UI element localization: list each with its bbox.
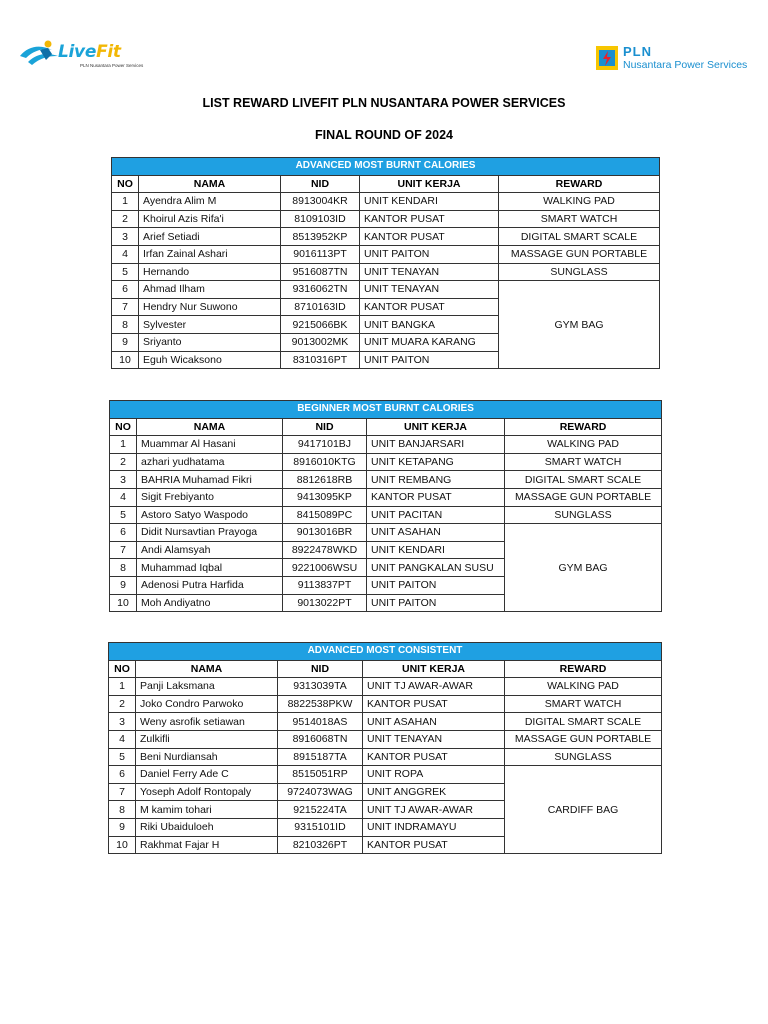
column-header-nid: NID (278, 660, 363, 678)
table-row (110, 488, 662, 506)
column-header-row (110, 418, 662, 436)
cell-nama: Astoro Satyo Waspodo (137, 506, 283, 524)
cell-nama: azhari yudhatama (137, 453, 283, 471)
cell-unit-kerja: UNIT PAITON (367, 576, 505, 594)
column-header-nid: NID (281, 175, 360, 193)
cell-nid: 9315101ID (278, 818, 363, 836)
cell-nama: Adenosi Putra Harfida (137, 576, 283, 594)
column-header-no: NO (110, 418, 137, 436)
cell-unit-kerja: UNIT TJ AWAR-AWAR (363, 678, 505, 696)
cell-no: 6 (112, 281, 139, 299)
column-header-nid: NID (283, 418, 367, 436)
cell-no: 1 (109, 678, 136, 696)
cell-reward: DIGITAL SMART SCALE (499, 228, 660, 246)
reward-table-advanced-consistent (108, 642, 662, 854)
table-row (112, 281, 660, 299)
cell-nama: Arief Setiadi (139, 228, 281, 246)
cell-nid: 9514018AS (278, 713, 363, 731)
cell-nid: 8310316PT (281, 351, 360, 369)
cell-nid: 9724073WAG (278, 783, 363, 801)
cell-unit-kerja: KANTOR PUSAT (360, 210, 499, 228)
cell-nama: Sigit Frebiyanto (137, 488, 283, 506)
cell-reward: MASSAGE GUN PORTABLE (505, 488, 662, 506)
page-title: LIST REWARD LIVEFIT PLN NUSANTARA POWER SERVICES (202, 96, 566, 110)
cell-reward: WALKING PAD (505, 436, 662, 454)
cell-no: 7 (109, 783, 136, 801)
table-row (110, 506, 662, 524)
cell-nid: 9215066BK (281, 316, 360, 334)
cell-nid: 8415089PC (283, 506, 367, 524)
cell-nama: Daniel Ferry Ade C (136, 766, 278, 784)
cell-no: 1 (110, 436, 137, 454)
cell-nid: 8109103ID (281, 210, 360, 228)
cell-unit-kerja: KANTOR PUSAT (360, 298, 499, 316)
cell-no: 3 (112, 228, 139, 246)
cell-unit-kerja: UNIT TJ AWAR-AWAR (363, 801, 505, 819)
cell-reward: SMART WATCH (499, 210, 660, 228)
cell-unit-kerja: UNIT MUARA KARANG (360, 333, 499, 351)
cell-nid: 8710163ID (281, 298, 360, 316)
livefit-logo (18, 38, 144, 72)
cell-nama: Muammar Al Hasani (137, 436, 283, 454)
cell-nid: 9417101BJ (283, 436, 367, 454)
cell-unit-kerja: UNIT BANGKA (360, 316, 499, 334)
cell-reward: MASSAGE GUN PORTABLE (499, 245, 660, 263)
cell-nid: 9313039TA (278, 678, 363, 696)
cell-unit-kerja: UNIT KETAPANG (367, 453, 505, 471)
cell-unit-kerja: UNIT TENAYAN (360, 263, 499, 281)
cell-reward: WALKING PAD (499, 193, 660, 211)
cell-nid: 9113837PT (283, 576, 367, 594)
cell-nid: 9516087TN (281, 263, 360, 281)
table-row (110, 471, 662, 489)
cell-unit-kerja: KANTOR PUSAT (360, 228, 499, 246)
cell-nid: 8515051RP (278, 766, 363, 784)
table-row (109, 766, 662, 784)
cell-nid: 9221006WSU (283, 559, 367, 577)
cell-nama: Weny asrofik setiawan (136, 713, 278, 731)
cell-nid: 9013022PT (283, 594, 367, 612)
cell-unit-kerja: KANTOR PUSAT (363, 836, 505, 854)
column-header-unit: UNIT KERJA (367, 418, 505, 436)
cell-no: 8 (110, 559, 137, 577)
cell-nama: M kamim tohari (136, 801, 278, 819)
cell-nama: Khoirul Azis Rifa'i (139, 210, 281, 228)
cell-nid: 9013016BR (283, 524, 367, 542)
cell-nama: Irfan Zainal Ashari (139, 245, 281, 263)
pln-brand: PLN (623, 44, 652, 59)
cell-nama: Panji Laksmana (136, 678, 278, 696)
cell-no: 8 (112, 316, 139, 334)
cell-nid: 9215224TA (278, 801, 363, 819)
cell-nama: Hernando (139, 263, 281, 281)
cell-reward: SMART WATCH (505, 453, 662, 471)
cell-unit-kerja: UNIT TENAYAN (363, 730, 505, 748)
cell-unit-kerja: UNIT ROPA (363, 766, 505, 784)
cell-no: 8 (109, 801, 136, 819)
cell-nid: 8916010KTG (283, 453, 367, 471)
table-row (110, 436, 662, 454)
cell-no: 9 (110, 576, 137, 594)
cell-unit-kerja: KANTOR PUSAT (367, 488, 505, 506)
column-header-reward: REWARD (505, 418, 662, 436)
table-row (109, 713, 662, 731)
table-row (109, 748, 662, 766)
cell-no: 1 (112, 193, 139, 211)
pln-logo (596, 44, 756, 72)
cell-unit-kerja: UNIT REMBANG (367, 471, 505, 489)
cell-nama: Ahmad Ilham (139, 281, 281, 299)
cell-reward: CARDIFF BAG (505, 766, 662, 854)
section-title: BEGINNER MOST BURNT CALORIES (110, 401, 662, 419)
pln-subtitle: Nusantara Power Services (623, 59, 748, 71)
cell-nama: Muhammad Iqbal (137, 559, 283, 577)
cell-unit-kerja: KANTOR PUSAT (363, 695, 505, 713)
table-row (112, 228, 660, 246)
cell-no: 5 (112, 263, 139, 281)
cell-nama: Sriyanto (139, 333, 281, 351)
table-row (109, 730, 662, 748)
livefit-subtitle: PLN Nusantara Power Services (80, 63, 144, 68)
column-header-nama: NAMA (137, 418, 283, 436)
runner-logo-icon (18, 38, 62, 68)
cell-nid: 8915187TA (278, 748, 363, 766)
column-header-no: NO (109, 660, 136, 678)
cell-nid: 9016113PT (281, 245, 360, 263)
cell-unit-kerja: UNIT TENAYAN (360, 281, 499, 299)
cell-nid: 8210326PT (278, 836, 363, 854)
cell-nama: Rakhmat Fajar H (136, 836, 278, 854)
cell-no: 2 (112, 210, 139, 228)
cell-nid: 8913004KR (281, 193, 360, 211)
cell-no: 5 (110, 506, 137, 524)
cell-no: 10 (109, 836, 136, 854)
cell-unit-kerja: UNIT PACITAN (367, 506, 505, 524)
lightning-logo-icon (596, 46, 618, 70)
cell-no: 4 (112, 245, 139, 263)
cell-no: 6 (109, 766, 136, 784)
cell-unit-kerja: UNIT PAITON (360, 351, 499, 369)
cell-no: 3 (110, 471, 137, 489)
table-row (112, 263, 660, 281)
cell-no: 4 (109, 730, 136, 748)
cell-reward: GYM BAG (505, 524, 662, 612)
column-header-reward: REWARD (505, 660, 662, 678)
cell-nama: Beni Nurdiansah (136, 748, 278, 766)
cell-unit-kerja: UNIT PANGKALAN SUSU (367, 559, 505, 577)
cell-no: 2 (110, 453, 137, 471)
cell-no: 5 (109, 748, 136, 766)
cell-nid: 9413095KP (283, 488, 367, 506)
cell-reward: DIGITAL SMART SCALE (505, 713, 662, 731)
cell-no: 9 (112, 333, 139, 351)
column-header-reward: REWARD (499, 175, 660, 193)
cell-nama: Didit Nursavtian Prayoga (137, 524, 283, 542)
cell-reward: SUNGLASS (505, 748, 662, 766)
cell-nid: 9316062TN (281, 281, 360, 299)
cell-nama: Joko Condro Parwoko (136, 695, 278, 713)
cell-nid: 8812618RB (283, 471, 367, 489)
table-row (110, 524, 662, 542)
column-header-no: NO (112, 175, 139, 193)
cell-nama: Moh Andiyatno (137, 594, 283, 612)
cell-reward: SUNGLASS (505, 506, 662, 524)
column-header-row (109, 660, 662, 678)
cell-no: 6 (110, 524, 137, 542)
column-header-nama: NAMA (136, 660, 278, 678)
table-row (112, 210, 660, 228)
cell-unit-kerja: UNIT KENDARI (360, 193, 499, 211)
cell-no: 10 (112, 351, 139, 369)
cell-unit-kerja: UNIT BANJARSARI (367, 436, 505, 454)
table-row (110, 453, 662, 471)
column-header-unit: UNIT KERJA (363, 660, 505, 678)
cell-nid: 9013002MK (281, 333, 360, 351)
cell-nama: BAHRIA Muhamad Fikri (137, 471, 283, 489)
cell-unit-kerja: UNIT PAITON (360, 245, 499, 263)
cell-reward: GYM BAG (499, 281, 660, 369)
cell-reward: DIGITAL SMART SCALE (505, 471, 662, 489)
table-row (112, 193, 660, 211)
cell-unit-kerja: UNIT KENDARI (367, 541, 505, 559)
column-header-nama: NAMA (139, 175, 281, 193)
cell-no: 10 (110, 594, 137, 612)
table-row (109, 695, 662, 713)
cell-nama: Andi Alamsyah (137, 541, 283, 559)
cell-nama: Hendry Nur Suwono (139, 298, 281, 316)
cell-reward: WALKING PAD (505, 678, 662, 696)
cell-unit-kerja: UNIT INDRAMAYU (363, 818, 505, 836)
section-header-row (109, 643, 662, 661)
cell-nama: Zulkifli (136, 730, 278, 748)
cell-unit-kerja: UNIT ASAHAN (367, 524, 505, 542)
livefit-wordmark: LiveFit (58, 42, 121, 62)
cell-no: 2 (109, 695, 136, 713)
cell-nid: 8822538PKW (278, 695, 363, 713)
section-header-row (112, 158, 660, 176)
table-row (109, 678, 662, 696)
section-title: ADVANCED MOST CONSISTENT (109, 643, 662, 661)
cell-unit-kerja: KANTOR PUSAT (363, 748, 505, 766)
cell-nama: Yoseph Adolf Rontopaly (136, 783, 278, 801)
cell-no: 9 (109, 818, 136, 836)
reward-table-beginner-burnt-calories (109, 400, 662, 612)
cell-reward: SUNGLASS (499, 263, 660, 281)
cell-reward: SMART WATCH (505, 695, 662, 713)
cell-no: 7 (110, 541, 137, 559)
cell-nid: 8922478WKD (283, 541, 367, 559)
cell-reward: MASSAGE GUN PORTABLE (505, 730, 662, 748)
cell-no: 4 (110, 488, 137, 506)
section-header-row (110, 401, 662, 419)
reward-table-advanced-burnt-calories (111, 157, 660, 369)
cell-nama: Sylvester (139, 316, 281, 334)
cell-no: 7 (112, 298, 139, 316)
cell-nid: 8513952KP (281, 228, 360, 246)
cell-nama: Eguh Wicaksono (139, 351, 281, 369)
cell-nama: Ayendra Alim M (139, 193, 281, 211)
table-row (112, 245, 660, 263)
cell-nama: Riki Ubaiduloeh (136, 818, 278, 836)
column-header-unit: UNIT KERJA (360, 175, 499, 193)
cell-nid: 8916068TN (278, 730, 363, 748)
cell-unit-kerja: UNIT ANGGREK (363, 783, 505, 801)
section-title: ADVANCED MOST BURNT CALORIES (112, 158, 660, 176)
cell-unit-kerja: UNIT ASAHAN (363, 713, 505, 731)
cell-no: 3 (109, 713, 136, 731)
page-subtitle: FINAL ROUND OF 2024 (315, 128, 453, 142)
column-header-row (112, 175, 660, 193)
cell-unit-kerja: UNIT PAITON (367, 594, 505, 612)
